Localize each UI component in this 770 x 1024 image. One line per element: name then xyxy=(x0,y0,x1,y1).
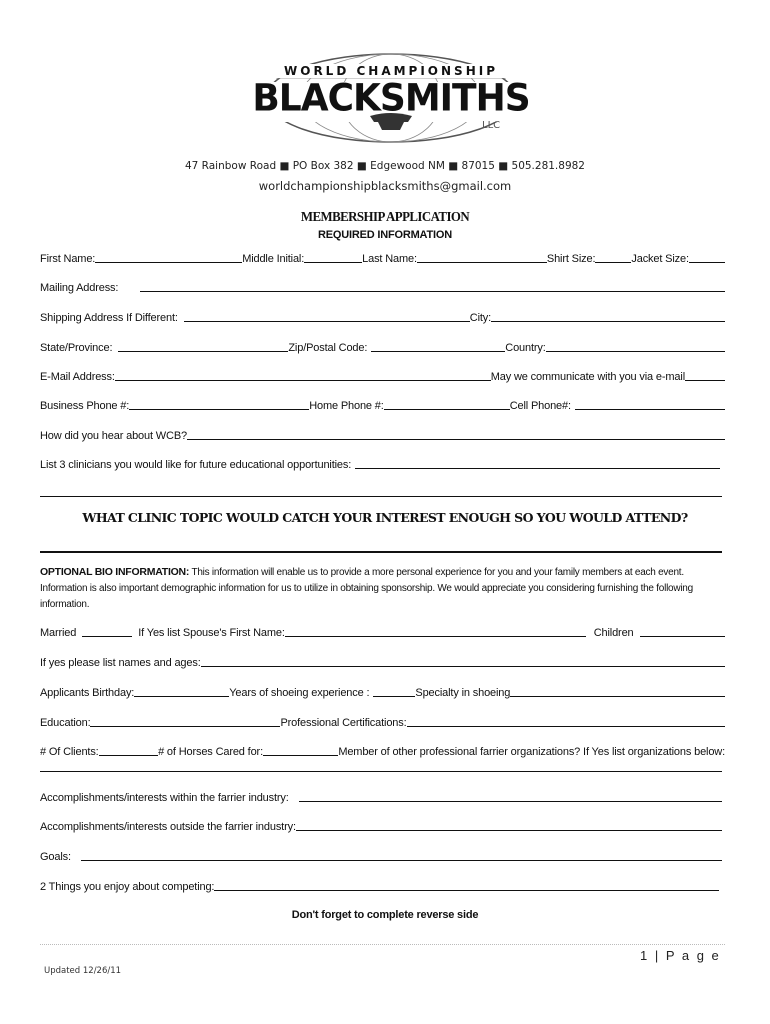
reverse-side-note: Don't forget to complete reverse side xyxy=(291,909,479,921)
required-heading: REQUIRED INFORMATION xyxy=(318,229,452,241)
goals-row xyxy=(40,849,722,863)
education-field[interactable] xyxy=(90,726,280,727)
children-names-row xyxy=(40,655,725,669)
shipping-address-label: Shipping Address If Different: xyxy=(40,312,178,324)
jacket-size-field[interactable] xyxy=(689,262,725,263)
mailing-address-field[interactable] xyxy=(140,291,725,292)
shirt-size-field[interactable] xyxy=(595,262,631,263)
clinic-topic-question: WHAT CLINIC TOPIC WOULD CATCH YOUR INTEREST ENOUGH SO YOU WOULD ATTEND? xyxy=(82,510,688,525)
goals-field[interactable] xyxy=(81,860,722,861)
enjoy-field[interactable] xyxy=(214,890,719,891)
clinicians-field[interactable] xyxy=(355,468,720,469)
company-email: worldchampionshipblacksmiths@gmail.com xyxy=(258,179,512,193)
years-shoeing-field[interactable] xyxy=(373,696,415,697)
bio-heading: OPTIONAL BIO INFORMATION: xyxy=(40,566,190,578)
goals-label: Goals: xyxy=(40,851,71,863)
company-address: 47 Rainbow Road ■ PO Box 382 ■ Edgewood NM ■ 87015 ■ 505.281.8982 xyxy=(184,160,585,172)
city-label: City: xyxy=(469,312,492,324)
specialty-field[interactable] xyxy=(510,696,725,697)
hear-about-row xyxy=(40,428,725,442)
first-name-field[interactable] xyxy=(95,262,242,263)
clients-field[interactable] xyxy=(99,755,158,756)
children-field[interactable] xyxy=(640,636,726,637)
clinicians-label: List 3 clinicians you would like for future educational opportunities: xyxy=(40,459,352,471)
horses-field[interactable] xyxy=(263,755,338,756)
certifications-label: Professional Certifications: xyxy=(280,717,407,729)
married-field[interactable] xyxy=(82,636,132,637)
education-row xyxy=(40,715,725,729)
shipping-address-field[interactable] xyxy=(184,321,470,322)
last-name-field[interactable] xyxy=(417,262,547,263)
spouse-label: If Yes list Spouse's First Name: xyxy=(138,627,285,639)
email-label: E-Mail Address: xyxy=(40,371,115,383)
married-label: Married xyxy=(40,627,77,639)
spouse-field[interactable] xyxy=(285,636,586,637)
clinic-topic-answer-line[interactable] xyxy=(40,551,722,553)
jacket-size-label: Jacket Size: xyxy=(631,253,689,265)
shipping-row xyxy=(40,310,725,324)
home-phone-label: Home Phone #: xyxy=(309,400,384,412)
married-row xyxy=(40,625,725,639)
state-row xyxy=(40,340,725,354)
city-field[interactable] xyxy=(491,321,725,322)
children-names-label: If yes please list names and ages: xyxy=(40,657,201,669)
updated-date: Updated 12/26/11 xyxy=(44,966,122,976)
member-orgs-label: Member of other professional farrier organizations? If Yes list organizations below: xyxy=(338,746,725,758)
logo-top-text: WORLD CHAMPIONSHIP xyxy=(284,64,498,78)
middle-initial-label: Middle Initial: xyxy=(242,253,305,265)
hear-about-label: How did you hear about WCB? xyxy=(40,430,187,442)
name-row xyxy=(40,251,725,265)
birthday-row xyxy=(40,685,725,699)
horses-label: # of Horses Cared for: xyxy=(158,746,263,758)
logo-main-text: BLACKSMITHS xyxy=(252,76,530,121)
education-label: Education: xyxy=(40,717,91,729)
accomp-within-field[interactable] xyxy=(299,801,722,802)
enjoy-row xyxy=(40,879,719,893)
years-shoeing-label: Years of shoeing experience : xyxy=(229,687,370,699)
country-field[interactable] xyxy=(546,351,725,352)
page-number: 1 | P a g e xyxy=(640,948,721,963)
hear-about-field[interactable] xyxy=(187,439,725,440)
bio-text: This information will enable us to provide a more personal experience for you and your family members at each event. Information is also important demographic information for us to utilize in obtaining sponsorship. We would appreciate you considering furnishing the following information. xyxy=(40,567,693,610)
accomp-within-label: Accomplishments/interests within the farrier industry: xyxy=(40,792,289,804)
phone-row xyxy=(40,398,725,412)
form-title: MEMBERSHIP APPLICATION xyxy=(300,210,470,225)
certifications-field[interactable] xyxy=(407,726,725,727)
email-row xyxy=(40,369,725,383)
business-phone-field[interactable] xyxy=(129,409,309,410)
enjoy-label: 2 Things you enjoy about competing: xyxy=(40,881,215,893)
member-orgs-field[interactable] xyxy=(40,771,722,772)
first-name-label: First Name: xyxy=(40,253,96,265)
country-label: Country: xyxy=(505,342,546,354)
optional-bio-section xyxy=(40,564,730,613)
accomp-outside-field[interactable] xyxy=(296,830,722,831)
logo-suffix: LLC xyxy=(482,120,501,131)
shirt-size-label: Shirt Size: xyxy=(546,253,596,265)
cell-phone-label: Cell Phone#: xyxy=(509,400,571,412)
accomp-outside-label: Accomplishments/interests outside the farrier industry: xyxy=(40,821,296,833)
footer-divider xyxy=(40,944,725,945)
mailing-row xyxy=(40,280,725,294)
specialty-label: Specialty in shoeing xyxy=(415,687,511,699)
home-phone-field[interactable] xyxy=(384,409,510,410)
communicate-label: May we communicate with you via e-mail xyxy=(490,371,685,383)
accomp-within-row xyxy=(40,790,722,804)
email-field[interactable] xyxy=(115,380,491,381)
state-field[interactable] xyxy=(118,351,288,352)
zip-label: Zip/Postal Code: xyxy=(288,342,368,354)
cell-phone-field[interactable] xyxy=(575,409,725,410)
mailing-address-label: Mailing Address: xyxy=(40,282,119,294)
clinicians-extra-line[interactable] xyxy=(40,496,722,497)
clients-label: # Of Clients: xyxy=(40,746,99,758)
birthday-label: Applicants Birthday: xyxy=(40,687,135,699)
clients-row xyxy=(40,744,725,758)
children-label: Children xyxy=(593,627,634,639)
state-label: State/Province: xyxy=(40,342,113,354)
clinicians-row xyxy=(40,457,720,471)
zip-field[interactable] xyxy=(371,351,505,352)
birthday-field[interactable] xyxy=(134,696,229,697)
middle-initial-field[interactable] xyxy=(304,262,362,263)
communicate-field[interactable] xyxy=(685,380,725,381)
accomp-outside-row xyxy=(40,819,722,833)
business-phone-label: Business Phone #: xyxy=(40,400,130,412)
last-name-label: Last Name: xyxy=(362,253,417,265)
children-names-field[interactable] xyxy=(201,666,725,667)
company-logo xyxy=(250,50,532,150)
